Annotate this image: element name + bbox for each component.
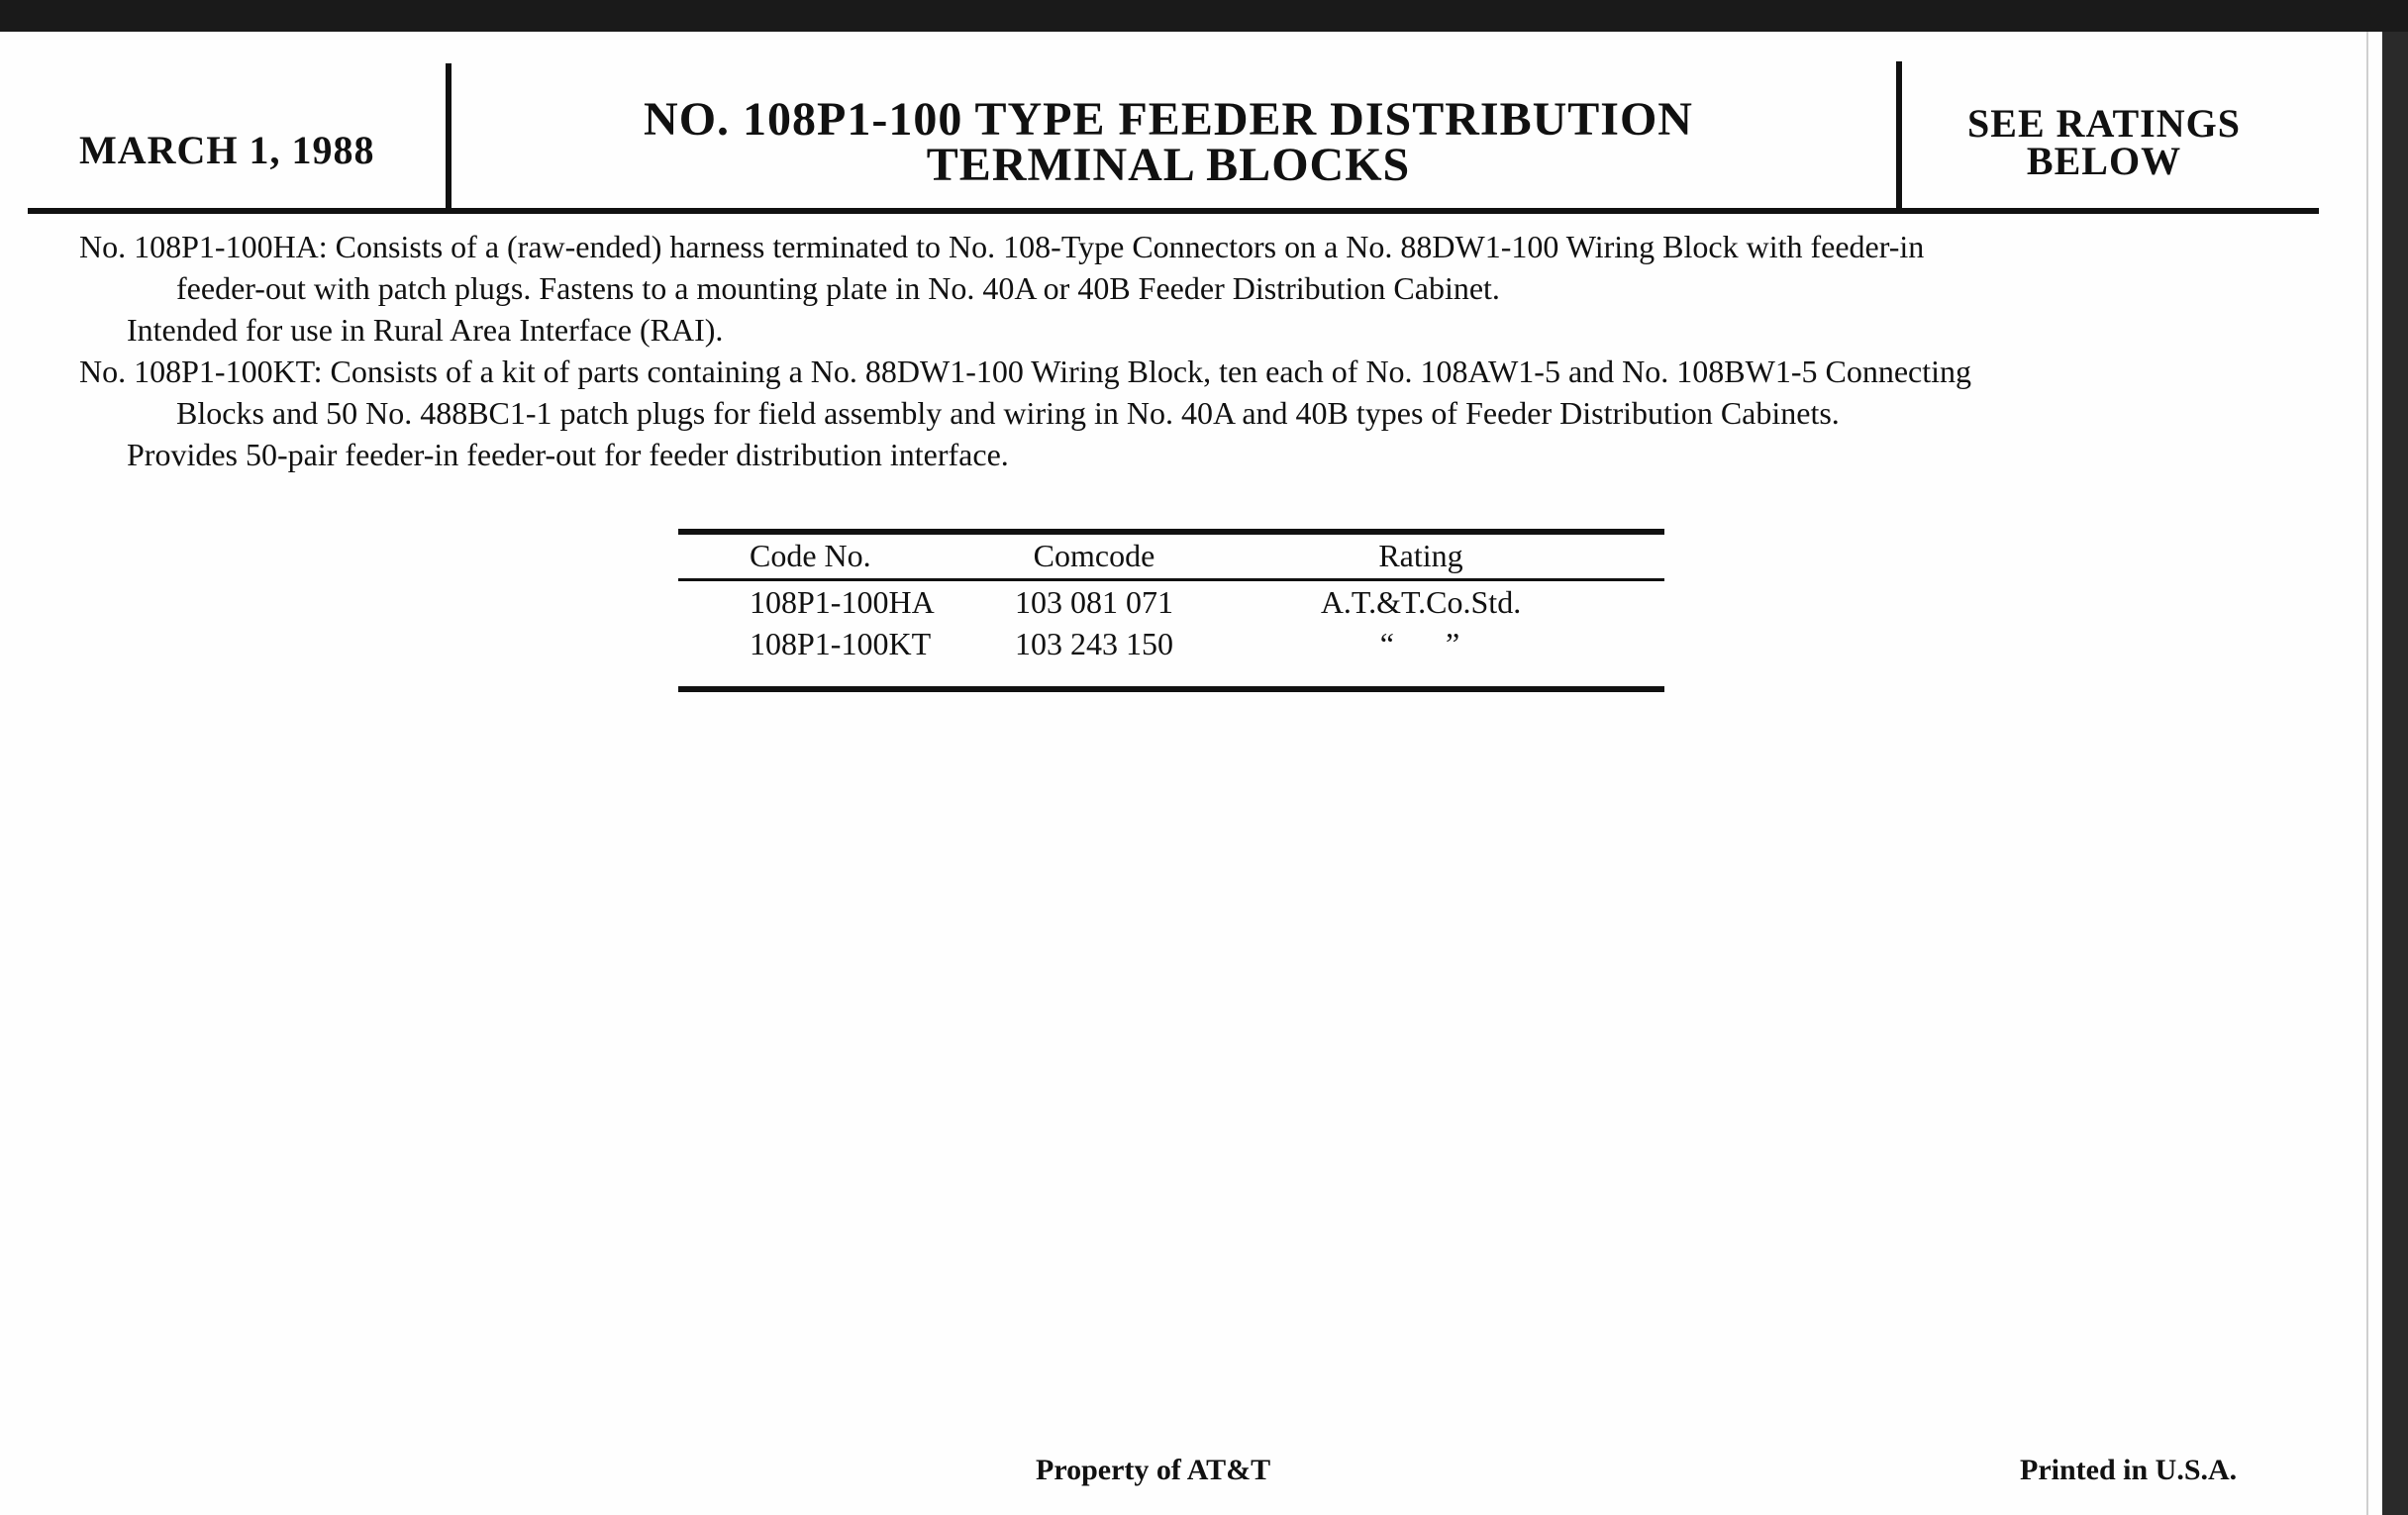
paragraph-note-rai: Intended for use in Rural Area Interface (RAI). xyxy=(127,312,724,348)
paragraph-line: feeder-out with patch plugs. Fastens to a mounting plate in No. 40A or 40B Feeder Distribution Cabinet. xyxy=(176,270,1500,306)
page-edge-line xyxy=(2366,32,2368,1515)
header-title-line2: TERMINAL BLOCKS xyxy=(926,139,1411,191)
table-cell-rating-ditto: “ ” xyxy=(1379,626,1462,661)
table-bottom-rule xyxy=(678,686,1664,692)
table-cell-code: 108P1-100HA xyxy=(750,584,935,620)
table-header-rating: Rating xyxy=(1378,538,1463,573)
header-divider-right xyxy=(1896,61,1902,210)
header-ratings-line1: SEE RATINGS xyxy=(1967,101,2241,146)
paragraph-108p1-100kt xyxy=(79,351,2277,434)
paragraph-line: No. 108P1-100HA: Consists of a (raw-ended) harness terminated to No. 108-Type Connectors on a No. 88DW1-100 Wiring Block with feeder-in xyxy=(79,229,1925,264)
table-cell-comcode: 103 081 071 xyxy=(1015,584,1173,620)
table-cell-rating: A.T.&T.Co.Std. xyxy=(1320,584,1522,620)
table-spacer xyxy=(678,664,1664,686)
table-cell-comcode: 103 243 150 xyxy=(1015,626,1173,661)
header-rule xyxy=(28,208,2319,214)
table-header-code: Code No. xyxy=(750,538,871,573)
footer-printed: Printed in U.S.A. xyxy=(2020,1454,2238,1486)
ratings-table xyxy=(678,529,1664,692)
table-cell-code: 108P1-100KT xyxy=(750,626,932,661)
paragraph-note-feeder: Provides 50-pair feeder-in feeder-out for feeder distribution interface. xyxy=(127,437,1009,472)
header-title xyxy=(465,93,1871,191)
paragraph-line: Blocks and 50 No. 488BC1-1 patch plugs for field assembly and wiring in No. 40A and 40B types of Feeder Distribution Cabinets. xyxy=(176,395,1840,431)
header-ratings-note xyxy=(1911,101,2297,183)
paragraph-108p1-100ha xyxy=(79,226,2277,309)
table-header-row xyxy=(678,535,1664,578)
header-date: MARCH 1, 1988 xyxy=(79,128,375,172)
table-header-comcode: Comcode xyxy=(1033,538,1155,573)
footer-property: Property of AT&T xyxy=(1036,1454,1271,1486)
header-divider-left xyxy=(446,63,452,210)
header-ratings-line2: BELOW xyxy=(2026,139,2182,183)
table-row xyxy=(678,623,1664,664)
scan-border xyxy=(2382,32,2408,1515)
paragraph-line: No. 108P1-100KT: Consists of a kit of parts containing a No. 88DW1-100 Wiring Block, ten each of No. 108AW1-5 and No. 108BW1-5 Connecting xyxy=(79,354,1971,389)
header-title-line1: NO. 108P1-100 TYPE FEEDER DISTRIBUTION xyxy=(644,93,1693,146)
table-row xyxy=(678,581,1664,623)
